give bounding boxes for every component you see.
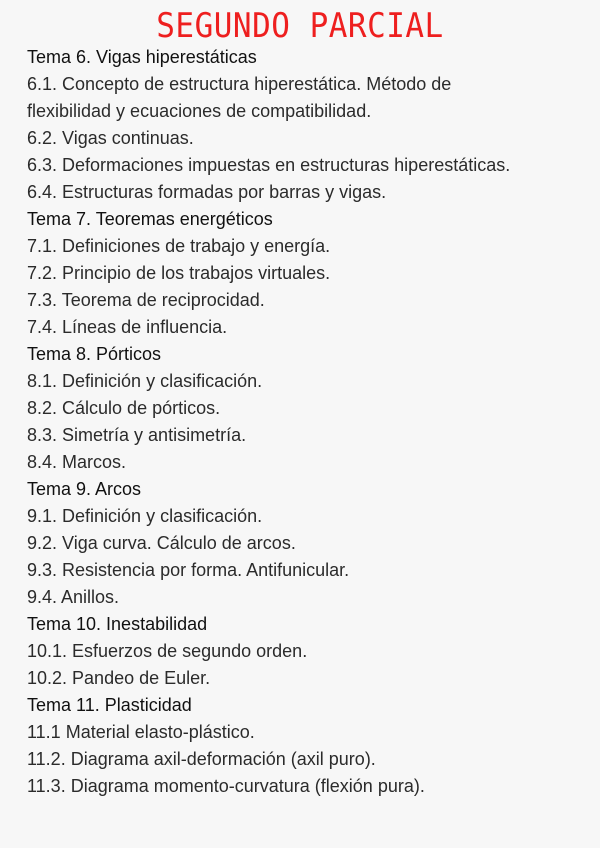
list-item: 7.4. Líneas de influencia. bbox=[27, 317, 228, 337]
list-item: 11.2. Diagrama axil-deformación (axil puro). bbox=[27, 749, 376, 769]
list-item: 6.3. Deformaciones impuestas en estructuras hiperestáticas. bbox=[27, 155, 511, 175]
section-heading: Tema 8. Pórticos bbox=[27, 344, 162, 364]
list-item: 9.2. Viga curva. Cálculo de arcos. bbox=[27, 533, 296, 553]
list-item: 10.2. Pandeo de Euler. bbox=[27, 668, 211, 688]
list-item: 8.2. Cálculo de pórticos. bbox=[27, 398, 221, 418]
section-heading: Tema 11. Plasticidad bbox=[27, 695, 192, 715]
section-tema-8 bbox=[27, 341, 587, 476]
list-item: 9.4. Anillos. bbox=[27, 587, 120, 607]
list-item: 7.3. Teorema de reciprocidad. bbox=[27, 290, 265, 310]
section-tema-9 bbox=[27, 476, 587, 611]
list-item: 10.1. Esfuerzos de segundo orden. bbox=[27, 641, 308, 661]
section-tema-11 bbox=[27, 692, 587, 800]
section-heading: Tema 10. Inestabilidad bbox=[27, 614, 208, 634]
list-item: 8.1. Definición y clasificación. bbox=[27, 371, 263, 391]
list-item: 7.1. Definiciones de trabajo y energía. bbox=[27, 236, 331, 256]
section-heading: Tema 7. Teoremas energéticos bbox=[27, 209, 273, 229]
document-title: SEGUNDO PARCIAL bbox=[156, 6, 444, 46]
list-item: 9.3. Resistencia por forma. Antifunicular. bbox=[27, 560, 350, 580]
list-item: 8.3. Simetría y antisimetría. bbox=[27, 425, 247, 445]
list-item: 7.2. Principio de los trabajos virtuales. bbox=[27, 263, 331, 283]
syllabus-content bbox=[27, 44, 587, 800]
list-item: 11.1 Material elasto-plástico. bbox=[27, 722, 255, 742]
list-item: 11.3. Diagrama momento-curvatura (flexión pura). bbox=[27, 776, 425, 796]
section-heading: Tema 6. Vigas hiperestáticas bbox=[27, 47, 257, 67]
section-tema-6 bbox=[27, 44, 587, 206]
list-item: 6.1. Concepto de estructura hiperestática. Método de bbox=[27, 74, 452, 94]
list-item: 9.1. Definición y clasificación. bbox=[27, 506, 263, 526]
section-tema-10 bbox=[27, 611, 587, 692]
list-item: 8.4. Marcos. bbox=[27, 452, 127, 472]
list-item: 6.4. Estructuras formadas por barras y vigas. bbox=[27, 182, 387, 202]
section-tema-7 bbox=[27, 206, 587, 341]
list-item: 6.2. Vigas continuas. bbox=[27, 128, 194, 148]
section-heading: Tema 9. Arcos bbox=[27, 479, 142, 499]
list-item: flexibilidad y ecuaciones de compatibilidad. bbox=[27, 101, 372, 121]
